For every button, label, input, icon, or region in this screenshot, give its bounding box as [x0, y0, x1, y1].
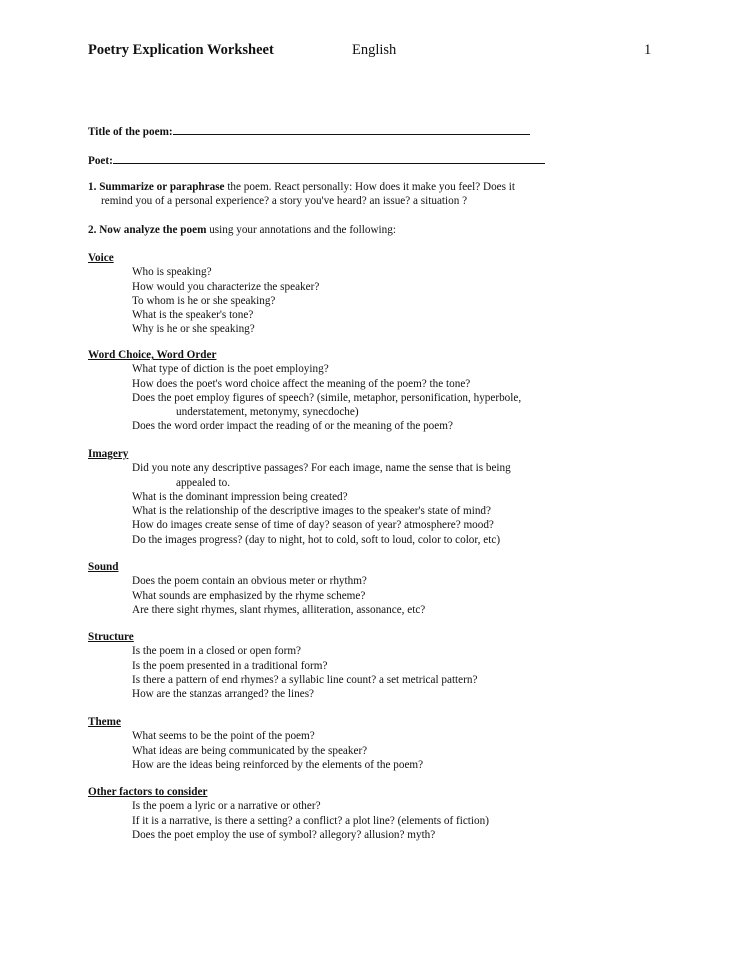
list-item: Is the poem presented in a traditional form? — [132, 659, 328, 672]
list-item: How are the stanzas arranged? the lines? — [132, 688, 315, 701]
question-1-text: the poem. React personally: How does it make you feel? Does it — [224, 181, 516, 193]
list-item: Does the poet employ figures of speech? (simile, metaphor, personification, hyperbole, — [132, 391, 522, 404]
question-2-bold: 2. Now analyze the poem — [88, 224, 207, 236]
section-word-choice — [88, 348, 521, 434]
list-item: What sounds are emphasized by the rhyme scheme? — [132, 589, 366, 602]
section-imagery — [88, 447, 511, 547]
list-item: What is the dominant impression being created? — [132, 490, 348, 503]
list-item: How would you characterize the speaker? — [132, 280, 320, 293]
question-1 — [88, 180, 515, 209]
list-item: What is the speaker's tone? — [132, 309, 254, 322]
list-item: Why is he or she speaking? — [132, 323, 255, 336]
list-item: Is the poem in a closed or open form? — [132, 645, 302, 658]
poet-field — [88, 153, 545, 168]
list-item: Who is speaking? — [132, 266, 212, 279]
list-item-continuation: understatement, metonymy, synecdoche) — [176, 406, 359, 419]
title-field-label: Title of the poem: — [88, 126, 173, 138]
section-heading: Voice — [88, 252, 114, 264]
list-item: What type of diction is the poet employing? — [132, 363, 329, 376]
section-theme — [88, 715, 423, 772]
section-heading: Imagery — [88, 448, 129, 460]
list-item: If it is a narrative, is there a setting? a conflict? a plot line? (elements of fiction) — [132, 814, 489, 827]
question-2 — [88, 223, 396, 237]
list-item: Are there sight rhymes, slant rhymes, alliteration, assonance, etc? — [132, 603, 426, 616]
section-heading: Theme — [88, 716, 121, 728]
list-item: How are the ideas being reinforced by the elements of the poem? — [132, 758, 424, 771]
title-blank-line[interactable] — [173, 124, 530, 135]
section-heading: Structure — [88, 631, 134, 643]
list-item: Do the images progress? (day to night, hot to cold, soft to loud, color to color, etc) — [132, 533, 501, 546]
list-item: How do images create sense of time of day? season of year? atmosphere? mood? — [132, 519, 494, 532]
list-item: Is the poem a lyric or a narrative or other? — [132, 800, 321, 813]
title-field — [88, 124, 530, 139]
list-item: What ideas are being communicated by the speaker? — [132, 744, 368, 757]
question-1-bold: 1. Summarize or paraphrase — [88, 181, 225, 193]
question-2-text: using your annotations and the following: — [206, 224, 396, 236]
list-item: What seems to be the point of the poem? — [132, 730, 315, 743]
list-item: How does the poet's word choice affect the meaning of the poem? the tone? — [132, 377, 471, 390]
section-other-factors — [88, 785, 489, 842]
section-heading: Word Choice, Word Order — [88, 349, 217, 361]
section-sound — [88, 560, 425, 617]
list-item: To whom is he or she speaking? — [132, 294, 276, 307]
question-1-line2: remind you of a personal experience? a story you've heard? an issue? a situation ? — [101, 195, 468, 208]
section-voice — [88, 251, 319, 337]
list-item: Does the word order impact the reading of or the meaning of the poem? — [132, 420, 453, 433]
page-number: 1 — [644, 42, 652, 58]
poet-field-label: Poet: — [88, 155, 113, 167]
list-item: Does the poet employ the use of symbol? allegory? allusion? myth? — [132, 828, 436, 841]
list-item: Did you note any descriptive passages? For each image, name the sense that is being — [132, 462, 511, 475]
section-structure — [88, 630, 477, 701]
document-title: Poetry Explication Worksheet — [88, 42, 274, 58]
section-heading: Sound — [88, 561, 119, 573]
list-item-continuation: appealed to. — [176, 476, 231, 489]
poet-blank-line[interactable] — [113, 153, 545, 164]
subject-label: English — [352, 42, 397, 58]
list-item: Is there a pattern of end rhymes? a syllabic line count? a set metrical pattern? — [132, 673, 478, 686]
list-item: What is the relationship of the descriptive images to the speaker's state of mind? — [132, 505, 491, 518]
list-item: Does the poem contain an obvious meter or rhythm? — [132, 575, 367, 588]
section-heading: Other factors to consider — [88, 786, 208, 798]
